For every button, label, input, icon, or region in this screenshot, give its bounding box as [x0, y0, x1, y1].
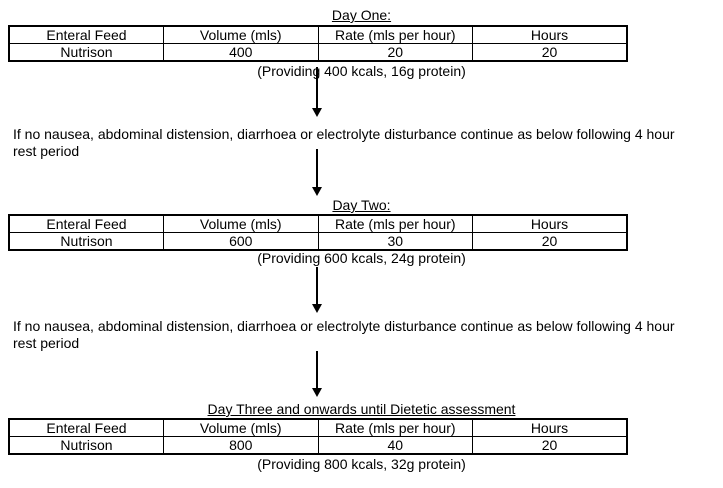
table-row [9, 233, 627, 251]
day-one-title: Day One: [331, 7, 392, 23]
col-header-enteral-feed: Enteral Feed [9, 26, 164, 44]
day-one-caption: (Providing 400 kcals, 16g protein) [257, 63, 466, 79]
condition-text-line-2: rest period [13, 335, 80, 351]
cell-rate: 30 [318, 233, 473, 251]
cell-volume: 800 [164, 437, 319, 455]
col-header-hours: Hours [473, 419, 628, 437]
condition-text-block [13, 126, 723, 160]
condition-text-block [13, 318, 723, 352]
down-arrow-icon [316, 351, 318, 388]
col-header-rate: Rate (mls per hour) [318, 26, 473, 44]
table-row [9, 437, 627, 455]
down-arrow-icon [316, 267, 318, 304]
col-header-volume: Volume (mls) [164, 26, 319, 44]
cell-volume: 600 [164, 233, 319, 251]
cell-hours: 20 [473, 44, 628, 62]
col-header-hours: Hours [473, 26, 628, 44]
cell-feed-name: Nutrison [9, 437, 164, 455]
table-header-row [9, 419, 627, 437]
day-two-title: Day Two: [332, 197, 391, 213]
cell-feed-name: Nutrison [9, 233, 164, 251]
day-two-caption: (Providing 600 kcals, 24g protein) [257, 250, 466, 266]
col-header-volume: Volume (mls) [164, 419, 319, 437]
table-header-row [9, 215, 627, 233]
col-header-enteral-feed: Enteral Feed [9, 419, 164, 437]
table-row [9, 44, 627, 62]
day-three-caption: (Providing 800 kcals, 32g protein) [257, 456, 466, 472]
cell-hours: 20 [473, 437, 628, 455]
col-header-rate: Rate (mls per hour) [318, 419, 473, 437]
day-two-table [8, 214, 628, 251]
cell-rate: 40 [318, 437, 473, 455]
condition-text-line-2: rest period [13, 143, 80, 159]
cell-rate: 20 [318, 44, 473, 62]
col-header-rate: Rate (mls per hour) [318, 215, 473, 233]
col-header-hours: Hours [473, 215, 628, 233]
col-header-volume: Volume (mls) [164, 215, 319, 233]
condition-text-line-1: If no nausea, abdominal distension, diarrhoea or electrolyte disturbance continue as below following 4 hour [13, 318, 675, 334]
cell-feed-name: Nutrison [9, 44, 164, 62]
day-one-table [8, 25, 628, 62]
table-header-row [9, 26, 627, 44]
day-three-table [8, 418, 628, 455]
condition-text-line-1: If no nausea, abdominal distension, diarrhoea or electrolyte disturbance continue as below following 4 hour [13, 126, 675, 142]
cell-hours: 20 [473, 233, 628, 251]
day-three-title: Day Three and onwards until Dietetic assessment [207, 401, 516, 417]
cell-volume: 400 [164, 44, 319, 62]
col-header-enteral-feed: Enteral Feed [9, 215, 164, 233]
